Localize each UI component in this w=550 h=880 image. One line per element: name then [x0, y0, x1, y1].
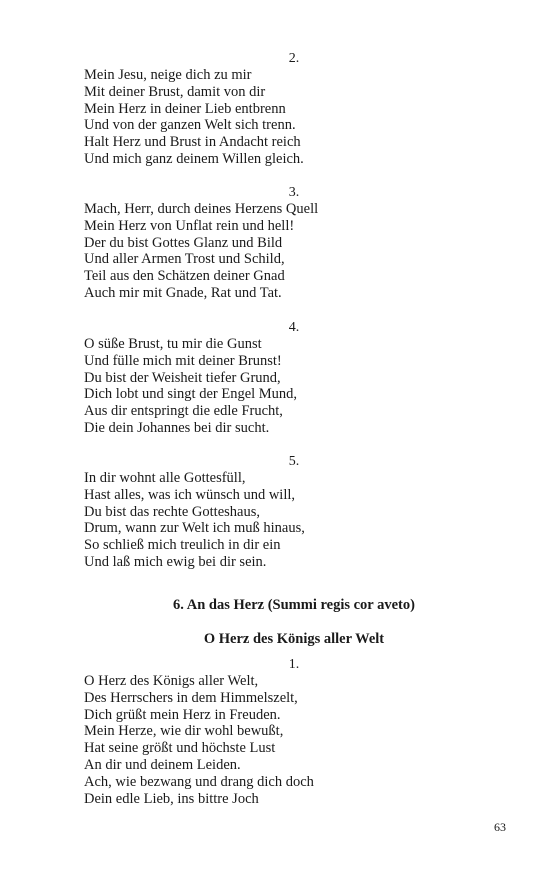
- section-title: 6. An das Herz (Summi regis cor aveto): [173, 597, 415, 613]
- stanza-number: 4.: [288, 320, 300, 335]
- stanza-number: 3.: [288, 185, 300, 200]
- stanza-3: [84, 184, 504, 302]
- stanza-number: 2.: [288, 51, 300, 66]
- verse-line: Hast alles, was ich wünsch und will,: [84, 486, 296, 503]
- verse-line: In dir wohnt alle Gottesfüll,: [84, 470, 246, 486]
- stanza-number: 5.: [288, 454, 300, 469]
- verse-line: Und von der ganzen Welt sich trenn.: [84, 117, 296, 134]
- verse-line: Des Herrschers in dem Himmelszelt,: [84, 689, 298, 706]
- verse-line: Dein edle Lieb, ins bittre Joch: [84, 790, 259, 807]
- verse-line: So schließ mich treulich in dir ein: [84, 537, 281, 554]
- verse-line: Aus dir entspringt die edle Frucht,: [84, 403, 283, 420]
- verse-line: Teil aus den Schätzen deiner Gnad: [84, 268, 285, 285]
- verse-line: Mein Jesu, neige dich zu mir: [84, 67, 252, 83]
- verse-line: Und laß mich ewig bei dir sein.: [84, 553, 267, 570]
- verse-line: Auch mir mit Gnade, Rat und Tat.: [84, 284, 282, 301]
- verse-line: Du bist das rechte Gotteshaus,: [84, 503, 260, 520]
- verse-line: Hat seine größt und höchste Lust: [84, 740, 276, 757]
- verse-line: Und aller Armen Trost und Schild,: [84, 251, 285, 268]
- verse-line: Mach, Herr, durch deines Herzens Quell: [84, 201, 319, 217]
- verse-line: Ach, wie bezwang und drang dich doch: [84, 773, 314, 790]
- verse-line: Drum, wann zur Welt ich muß hinaus,: [84, 520, 305, 537]
- verse-line: O süße Brust, tu mir die Gunst: [84, 336, 262, 352]
- stanza-2: [84, 50, 504, 168]
- verse-line: O Herz des Königs aller Welt,: [84, 673, 259, 689]
- hymn-title: O Herz des Königs aller Welt: [203, 631, 385, 647]
- hymn-stanza-1: [84, 656, 504, 807]
- verse-line: Mit deiner Brust, damit von dir: [84, 83, 266, 100]
- verse-line: Dich lobt und singt der Engel Mund,: [84, 386, 298, 403]
- verse-line: Mein Herz von Unflat rein und hell!: [84, 217, 295, 234]
- verse-line: Und mich ganz deinem Willen gleich.: [84, 150, 304, 167]
- verse-line: Und fülle mich mit deiner Brunst!: [84, 352, 282, 369]
- verse-line: Mein Herz in deiner Lieb entbrenn: [84, 100, 286, 117]
- verse-line: An dir und deinem Leiden.: [84, 756, 241, 773]
- verse-line: Der du bist Gottes Glanz und Bild: [84, 234, 283, 251]
- stanza-4: [84, 319, 504, 437]
- verse-line: Halt Herz und Brust in Andacht reich: [84, 134, 301, 151]
- page-number: 63: [494, 820, 506, 834]
- stanza-number: 1.: [288, 657, 300, 672]
- verse-line: Die dein Johannes bei dir sucht.: [84, 419, 270, 436]
- verse-line: Mein Herze, wie dir wohl bewußt,: [84, 723, 284, 740]
- stanza-5: [84, 453, 504, 571]
- verse-line: Du bist der Weisheit tiefer Grund,: [84, 369, 281, 386]
- verse-line: Dich grüßt mein Herz in Freuden.: [84, 706, 281, 723]
